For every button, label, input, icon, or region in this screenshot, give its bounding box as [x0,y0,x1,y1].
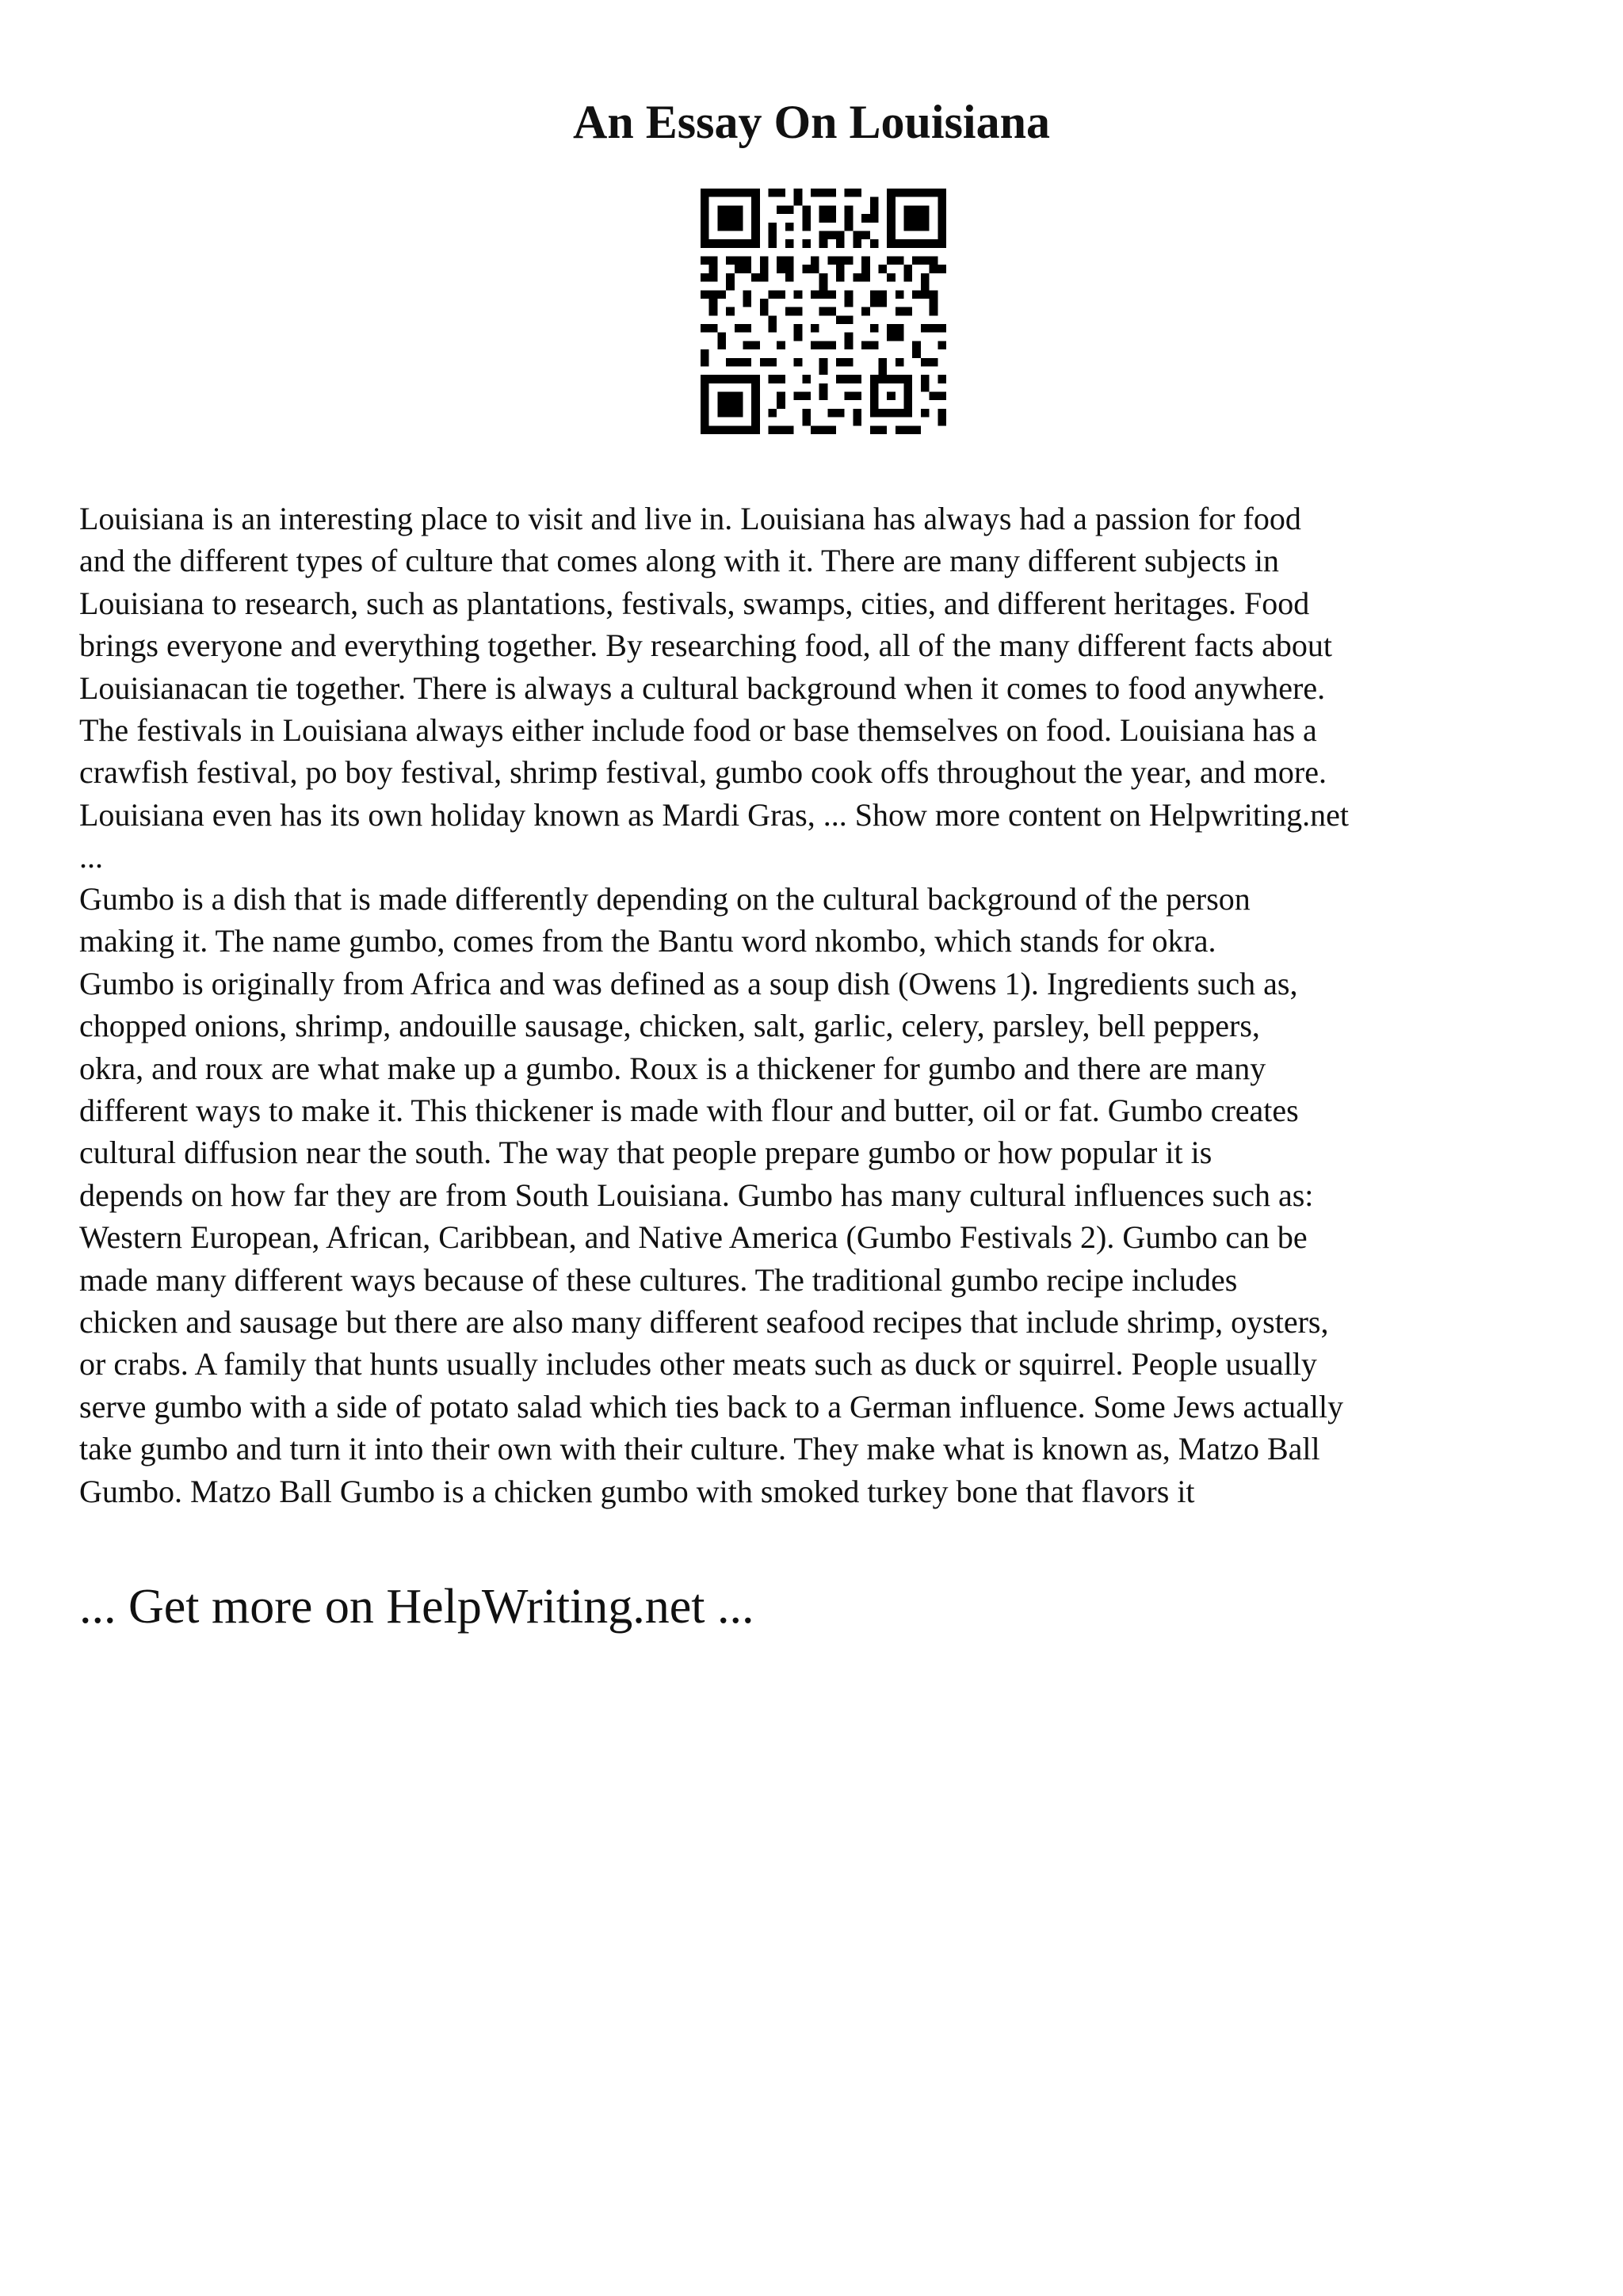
page-title: An Essay On Louisiana [573,96,1050,148]
get-more-link[interactable]: ... Get more on HelpWriting.net ... [79,1580,754,1634]
essay-paragraph-2: Gumbo is a dish that is made differently depending on the cultural background of the person making it. The name gumbo, comes from the Bantu word nkombo, which stands for okra. Gumbo is originally from Africa and was defined as a soup dish (Owens 1). Ingredients such as, chopped onions, shrimp, andouille sausage, chicken, salt, garlic, celery, parsley, bell peppers, okra, and roux are what make up a gumbo. Roux is a thickener for gumbo and there are many different ways to make it. This thickener is made with flour and butter, oil or fat. Gumbo creates cultural diffusion near the south. The way that people prepare gumbo or how popular it is depends on how far they are from South Louisiana. Gumbo has many cultural influences such as: Western European, African, Caribbean, and Native America (Gumbo Festivals 2). Gumbo can be made many different ways because of these cultures. The traditional gumbo recipe includes chicken and sausage but there are also many different seafood recipes that include shrimp, oysters, or crabs. A family that hunts usually includes other meats such as duck or squirrel. People usually serve gumbo with a side of potato salad which ties back to a German influence. Some Jews actually take gumbo and turn it into their own with their culture. They make what is known as, Matzo Ball Gumbo. Matzo Ball Gumbo is a chicken gumbo with smoked turkey bone that flavors it [79,881,1344,1509]
qr-code-icon[interactable] [701,189,946,434]
essay-paragraph-1: Louisiana is an interesting place to visit and live in. Louisiana has always had a passion for food and the different types of culture that comes along with it. There are many different subjects in Louisiana to research, such as plantations, festivals, swamps, cities, and different heritages. Food brings everyone and everything together. By researching food, all of the many different facts about Louisianacan tie together. There is always a cultural background when it comes to food anywhere. The festivals in Louisiana always either include food or base themselves on food. Louisiana has a crawfish festival, po boy festival, shrimp festival, gumbo cook offs throughout the year, and more. Louisiana even has its own holiday known as Mardi Gras, ... Show more content on Helpwriting.net ... [79,501,1349,875]
